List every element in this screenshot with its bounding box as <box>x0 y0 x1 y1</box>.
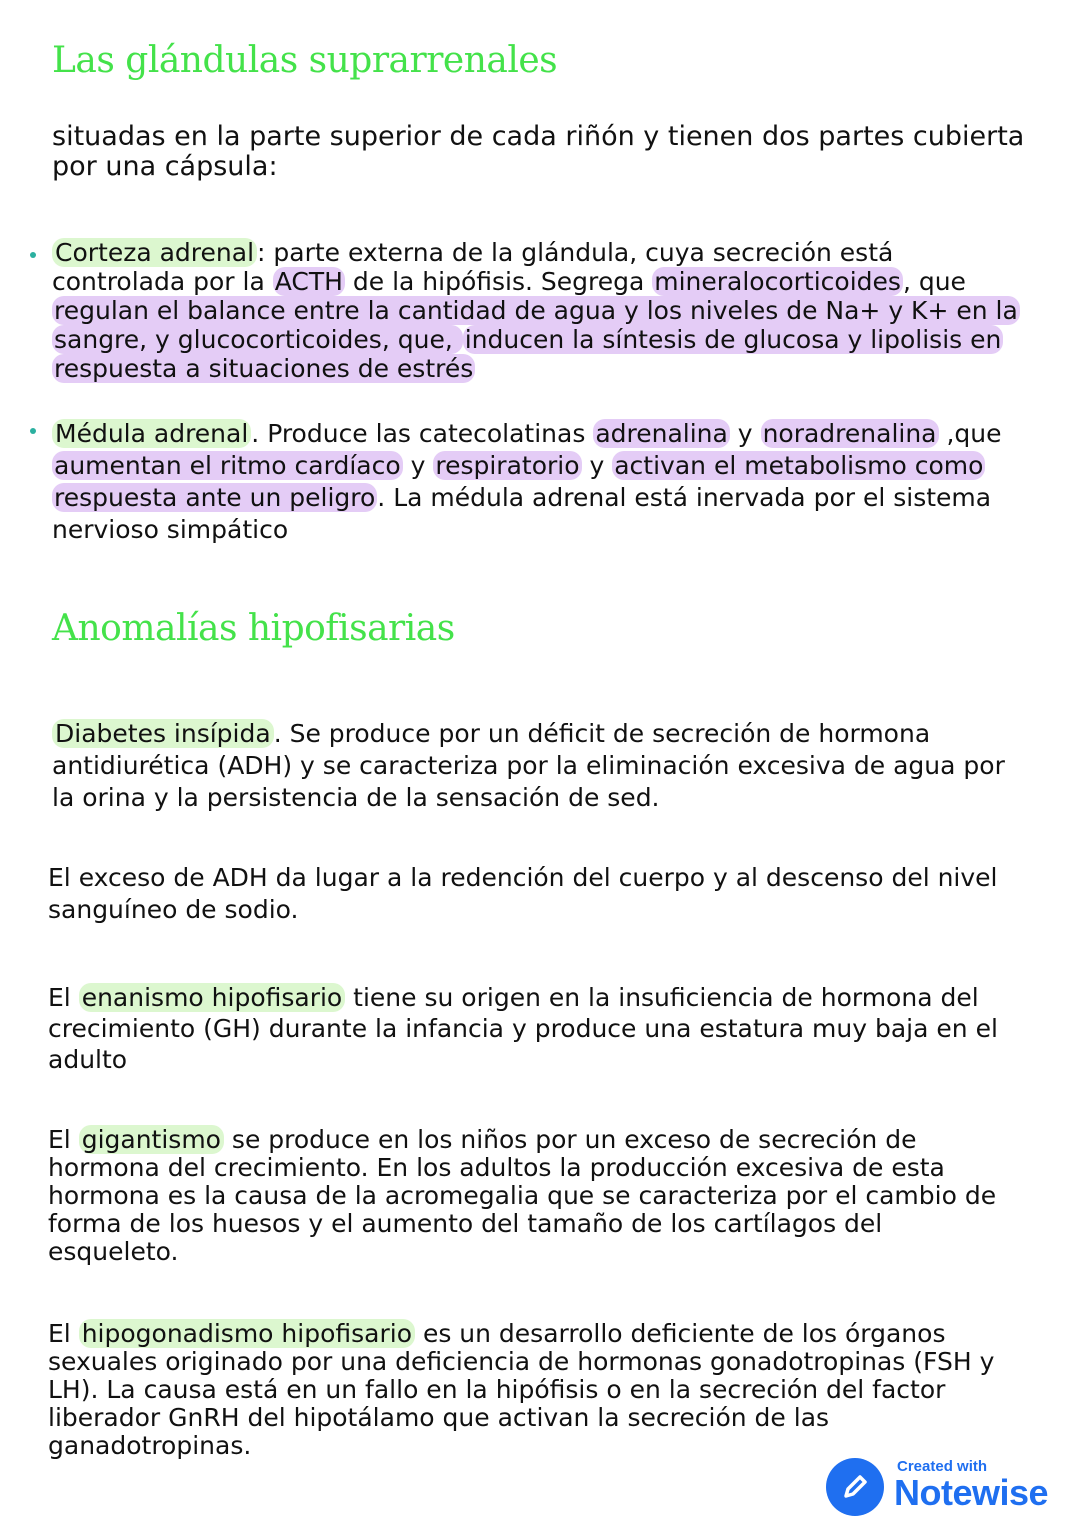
gigantismo-paragraph: El gigantismo se produce en los niños por un exceso de secreción de hormona del crecimiento. En los adultos la producción excesiva de esta hormona es la causa de la acromegalia que se caracteriza por el cambio de forma de los huesos y el aumento del tamaño de los cartílagos del esqueleto. <box>48 1125 997 1266</box>
badge-notewise: Notewise <box>894 1472 1049 1513</box>
term-acth: ACTH <box>274 267 343 296</box>
badge-created-with: Created with <box>897 1458 988 1475</box>
pencil-icon <box>826 1458 884 1516</box>
term-noradrenalina: noradrenalina <box>762 419 937 448</box>
diabetes-paragraph: Diabetes insípida . Se produce por un déficit de secreción de hormona antidiurética (ADH) y se caracteriza por la eliminación excesiva de agua por la orina y la persistencia de la sensación de sed. <box>52 719 1005 812</box>
term-enanismo-hipofisario: enanismo hipofisario <box>79 983 346 1012</box>
enanismo-paragraph: El enanismo hipofisario tiene su origen en la insuficiencia de hormona del crecimiento (GH) durante la infancia y produce una estatura muy baja en el adulto <box>48 983 998 1074</box>
bullet-dot <box>30 252 36 258</box>
term-medula-adrenal: Médula adrenal <box>52 419 251 448</box>
term-adrenalina: adrenalina <box>595 419 728 448</box>
term-gigantismo: gigantismo <box>79 1125 224 1154</box>
medula-paragraph: Médula adrenal . Produce las catecolatinas adrenalina y noradrenalina ,que aumentan el ritmo cardíaco y respiratorio y activan el metabolismo como respuesta ante un peligro. La médula adrenal está inervada por el sistema nervioso simpático <box>52 419 1002 544</box>
term-corteza-adrenal: Corteza adrenal <box>52 238 257 267</box>
hipogonadismo-paragraph: El hipogonadismo hipofisario es un desarrollo deficiente de los órganos sexuales originado por una deficiencia de hormonas gonadotropinas (FSH y LH). La causa está en un fallo en la hipófisis o en la secreción del factor liberador GnRH del hipotálamo que activan la secreción de las ganadotropinas. <box>48 1319 995 1460</box>
intro-paragraph: situadas en la parte superior de cada riñón y tienen dos partes cubierta por una cápsula: <box>52 121 1025 182</box>
notewise-badge <box>822 1458 1062 1518</box>
bullet-dot <box>30 428 36 434</box>
term-mineralocorticoides: mineralocorticoides <box>654 267 901 296</box>
adh-paragraph: El exceso de ADH da lugar a la redención del cuerpo y al descenso del nivel sanguíneo de sodio. <box>48 863 998 924</box>
term-hipogonadismo-hipofisario: hipogonadismo hipofisario <box>79 1319 415 1348</box>
corteza-paragraph: Corteza adrenal : parte externa de la glándula, cuya secreción está controlada por la ACTH de la hipófisis. Segrega mineralocorticoides, que regulan el balance entre la cantidad de agua y los niveles de Na+ y K+ en la sangre, y glucocorticoides, que, inducen la síntesis de glucosa y lipolisis en respuesta a situaciones de estrés <box>52 238 1018 383</box>
term-diabetes-insipida: Diabetes insípida <box>52 719 274 748</box>
section-title-suprarrenales: Las glándulas suprarrenales <box>52 40 558 81</box>
section-title-anomalias: Anomalías hipofisarias <box>52 608 455 649</box>
